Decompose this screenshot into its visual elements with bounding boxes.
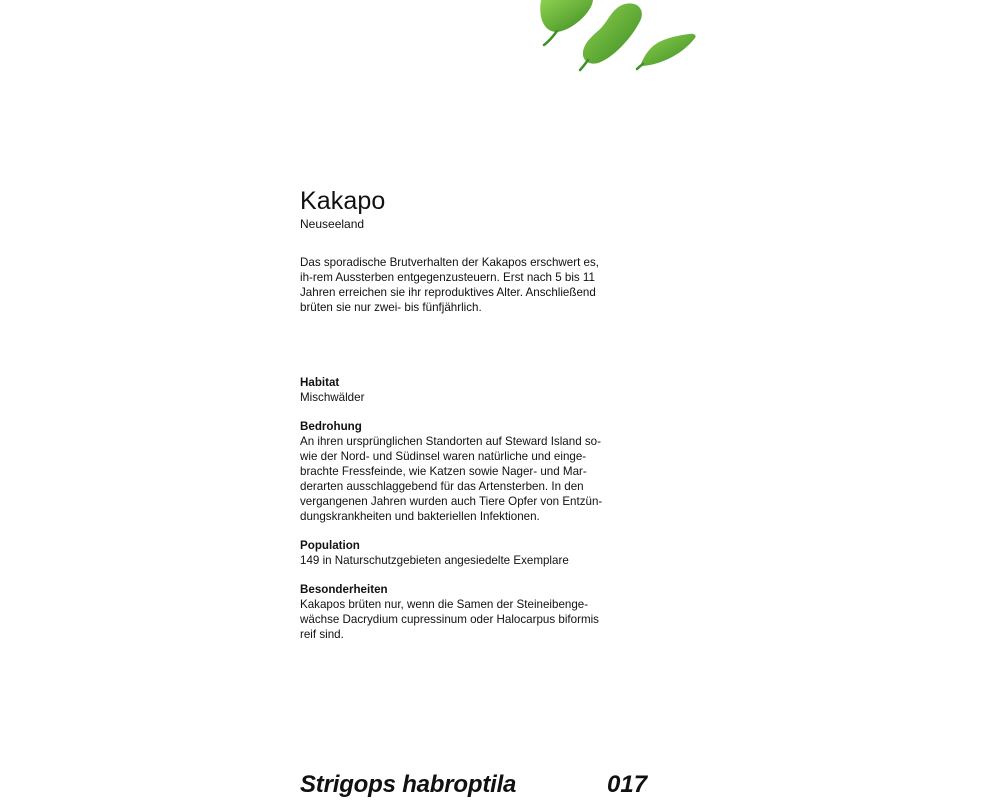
- threat-value: An ihren ursprünglichen Standorten auf Steward Island so-wie der Nord- und Südinsel waren natürliche und einge-brachte Fressfeinde, wie Katzen sowie Nager- und Mar-derarten ausschlaggebend für das Artensterben. In den vergangenen Jahren wurden auch Tiere Opfer von Entzün-dungskrankheiten und bakteriellen Infektionen.: [300, 435, 603, 523]
- species-article: [300, 186, 610, 656]
- species-title: Kakapo: [300, 187, 386, 215]
- population-label: Population: [300, 539, 360, 552]
- special-features-label: Besonderheiten: [300, 583, 388, 596]
- species-facts: [300, 375, 610, 642]
- special-features-value: Kakapos brüten nur, wenn die Samen der Steineibenge-wächse Dacrydium cupressinum oder Halocarpus biformis reif sind.: [300, 598, 599, 641]
- species-intro: Das sporadische Brutverhalten der Kakapos erschwert es, ih-rem Aussterben entgegenzusteuern. Erst nach 5 bis 11 Jahren erreichen sie ihr reproduktives Alter. Anschließend brüten sie nur zwei- bis fünfjährlich.: [300, 256, 600, 314]
- population-value: 149 in Naturschutzgebieten angesiedelte Exemplare: [300, 554, 569, 567]
- habitat-label: Habitat: [300, 376, 340, 389]
- species-region: Neuseeland: [300, 217, 365, 231]
- scientific-name: Strigops habroptila: [300, 771, 517, 798]
- green-leaves-icon: [530, 0, 710, 80]
- population-fact: [300, 538, 610, 568]
- special-features-fact: [300, 582, 610, 642]
- threat-label: Bedrohung: [300, 420, 362, 433]
- page-number: 017: [607, 771, 648, 798]
- habitat-value: Mischwälder: [300, 391, 365, 404]
- habitat-fact: [300, 375, 610, 405]
- threat-fact: [300, 419, 610, 524]
